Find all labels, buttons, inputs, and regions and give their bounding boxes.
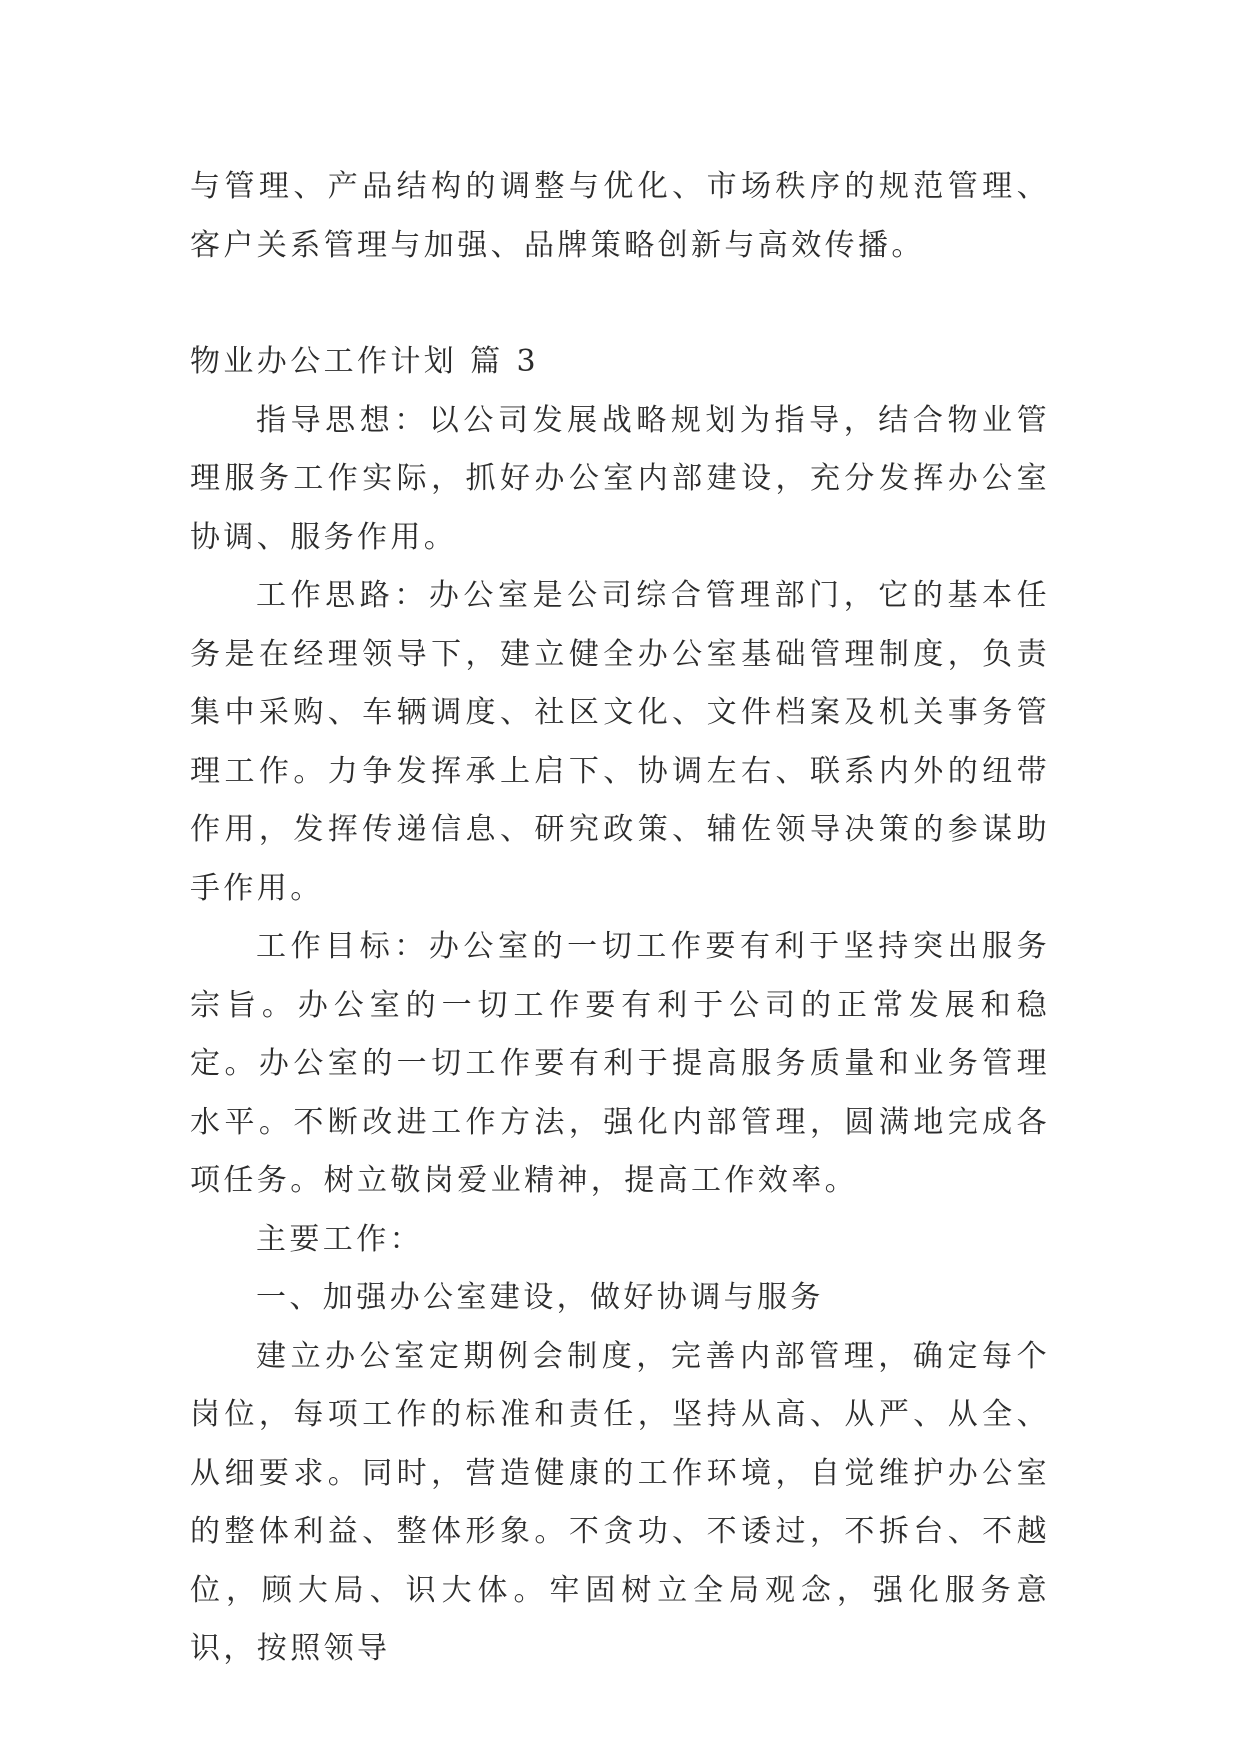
paragraph-main-work-label: 主要工作：: [256, 1221, 423, 1257]
paragraph-guiding-ideology: 指导思想：以公司发展战略规划为指导，结合物业管理服务工作实际，抓好办公室内部建设，充分发挥办公室协调、服务作用。: [190, 402, 1050, 555]
paragraph-continued: 与管理、产品结构的调整与优化、市场秩序的规范管理、客户关系管理与加强、品牌策略创新与高效传播。: [190, 169, 1050, 263]
paragraph-office-construction: 建立办公室定期例会制度，完善内部管理，确定每个岗位，每项工作的标准和责任，坚持从高、从严、从全、从细要求。同时，营造健康的工作环境，自觉维护办公室的整体利益、整体形象。不贪功、不诿过，不拆台、不越位，顾大局、识大体。牢固树立全局观念，强化服务意识，按照领导: [190, 1338, 1050, 1666]
paragraph-work-goals: 工作目标：办公室的一切工作要有利于坚持突出服务宗旨。办公室的一切工作要有利于公司的正常发展和稳定。办公室的一切工作要有利于提高服务质量和业务管理水平。不断改进工作方法，强化内部管理，圆满地完成各项任务。树立敬岗爱业精神，提高工作效率。: [190, 929, 1050, 1198]
section-title: 物业办公工作计划 篇 3: [190, 344, 539, 379]
paragraph-work-approach: 工作思路：办公室是公司综合管理部门，它的基本任务是在经理领导下，建立健全办公室基础管理制度，负责集中采购、车辆调度、社区文化、文件档案及机关事务管理工作。力争发挥承上启下、协调左右、联系内外的纽带作用，发挥传递信息、研究政策、辅佐领导决策的参谋助手作用。: [190, 578, 1050, 906]
paragraph-subheading-one: 一、加强办公室建设，做好协调与服务: [256, 1280, 824, 1315]
document-body: [190, 158, 1050, 1679]
